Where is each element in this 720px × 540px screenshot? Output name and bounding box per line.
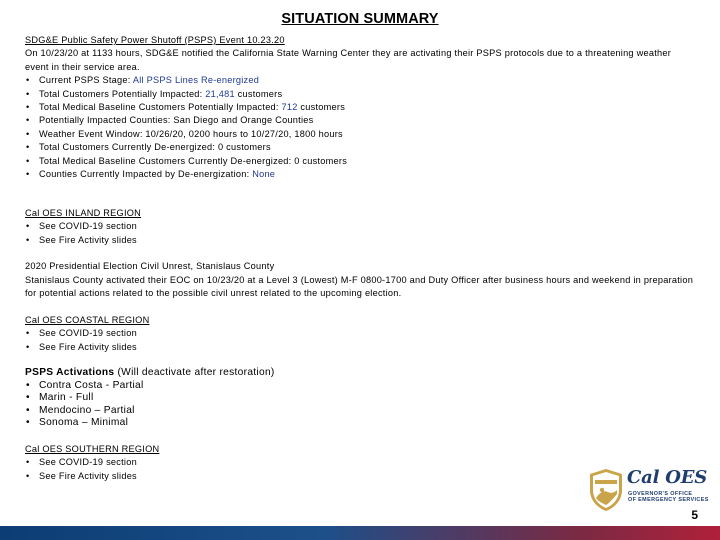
inland-region-list [25, 220, 695, 247]
psps-activations-heading: PSPS Activations (Will deactivate after restoration) [25, 367, 275, 379]
list-item: • Total Customers Currently De-energized: 0 customers [25, 141, 695, 154]
psps-event-summary: On 10/23/20 at 1133 hours, SDG&E notified the California State Warning Center they are activating their PSPS protocols due to a threatening weather event in their service area. [25, 48, 672, 72]
list-item: • Counties Currently Impacted by De-energization: None [25, 168, 695, 181]
list-item: • Total Medical Baseline Customers Currently De-energized: 0 customers [25, 155, 695, 168]
southern-region-heading: Cal OES SOUTHERN REGION [25, 444, 160, 455]
cal-oes-seal-icon [588, 468, 624, 512]
coastal-region-heading: Cal OES COASTAL REGION [25, 315, 150, 326]
list-item: • Total Customers Potentially Impacted: 21,481 customers [25, 88, 695, 101]
psps-event-heading: SDG&E Public Safety Power Shutoff (PSPS) Event 10.23.20 [25, 35, 285, 45]
list-item: • Contra Costa - Partial [25, 380, 695, 393]
coastal-region-list [25, 327, 695, 354]
list-item: • Total Medical Baseline Customers Potentially Impacted: 712 customers [25, 101, 695, 114]
list-item: • Sonoma – Minimal [25, 417, 695, 430]
inland-region-heading: Cal OES INLAND REGION [25, 207, 142, 218]
psps-details-list [25, 74, 695, 181]
list-item: • See Fire Activity slides [25, 341, 695, 354]
list-item: • See COVID-19 section [25, 327, 695, 340]
cal-oes-wordmark: Cal OES [627, 467, 708, 488]
civil-unrest-text: Stanislaus County activated their EOC on 10/23/20 at a Level 3 (Lowest) M-F 0800-1700 and Duty Officer after business hours and weekend in preparation for potential actions related to the possible civil unrest related to the upcoming election. [25, 274, 694, 299]
list-item: • See COVID-19 section [25, 456, 695, 469]
list-item: • Weather Event Window: 10/26/20, 0200 hours to 10/27/20, 1800 hours [25, 128, 695, 141]
list-item: • Marin - Full [25, 392, 695, 405]
page-number: 5 [691, 508, 698, 522]
list-item: • See Fire Activity slides [25, 470, 695, 483]
page-title: SITUATION SUMMARY [281, 11, 439, 27]
list-item: • Potentially Impacted Counties: San Diego and Orange Counties [25, 114, 695, 127]
footer-bar [0, 526, 720, 540]
psps-activations-section [25, 366, 695, 430]
list-item: • Mendocino – Partial [25, 405, 695, 418]
cal-oes-subtitle: GOVERNOR'S OFFICE OF EMERGENCY SERVICES [628, 491, 709, 504]
list-item: • See COVID-19 section [25, 220, 695, 233]
list-item: • Current PSPS Stage: All PSPS Lines Re-energized [25, 74, 695, 87]
psps-activations-list [25, 380, 695, 430]
situation-content [25, 34, 695, 483]
civil-unrest-heading: 2020 Presidential Election Civil Unrest, Stanislaus County [25, 261, 275, 272]
list-item: • See Fire Activity slides [25, 234, 695, 247]
